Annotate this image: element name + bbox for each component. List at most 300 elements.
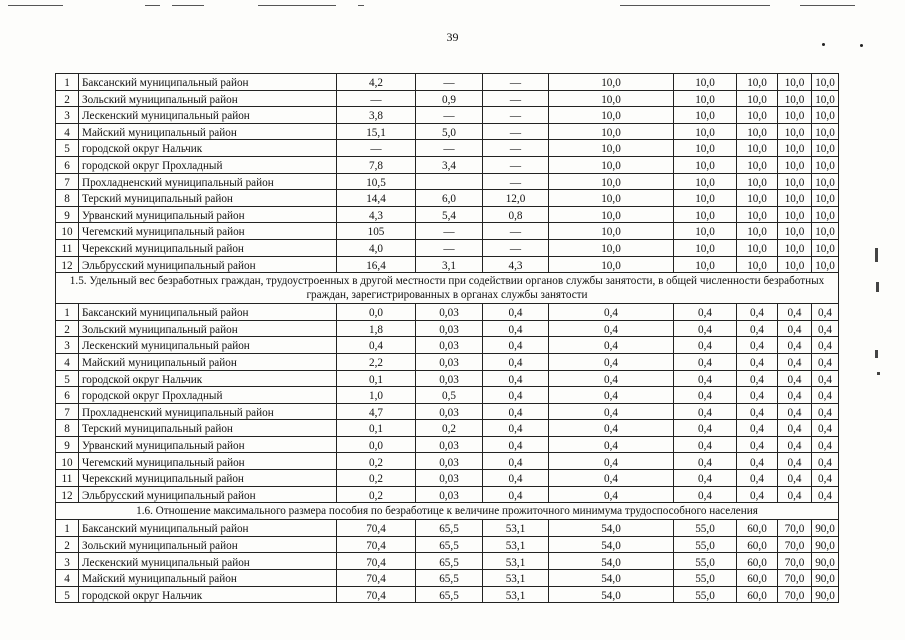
- municipality-name: Баксанский муниципальный район: [79, 304, 337, 321]
- value-cell: 16,4: [337, 256, 416, 273]
- value-cell: 0,4: [674, 453, 737, 470]
- table-row: [56, 470, 839, 487]
- value-cell: 0,4: [812, 353, 839, 370]
- value-cell: 10,0: [549, 140, 674, 157]
- table-row: [56, 436, 839, 453]
- municipality-name: Зольский муниципальный район: [79, 90, 337, 107]
- value-cell: 60,0: [737, 536, 778, 553]
- value-cell: 7,8: [337, 156, 416, 173]
- table-row: [56, 553, 839, 570]
- row-number: 12: [56, 256, 79, 273]
- value-cell: 10,0: [737, 173, 778, 190]
- value-cell: 0,2: [337, 486, 416, 503]
- value-cell: 54,0: [549, 553, 674, 570]
- value-cell: —: [416, 140, 483, 157]
- value-cell: 0,2: [337, 470, 416, 487]
- value-cell: 70,0: [778, 553, 812, 570]
- page-number: 39: [446, 30, 459, 44]
- value-cell: 10,0: [812, 206, 839, 223]
- value-cell: 0,4: [337, 337, 416, 354]
- value-cell: 60,0: [737, 553, 778, 570]
- municipality-name: Лескенский муниципальный район: [79, 553, 337, 570]
- table-row: [56, 337, 839, 354]
- value-cell: 10,0: [549, 239, 674, 256]
- table-row: [56, 123, 839, 140]
- value-cell: 0,4: [674, 436, 737, 453]
- row-number: 2: [56, 90, 79, 107]
- municipality-name: Зольский муниципальный район: [79, 536, 337, 553]
- value-cell: 10,0: [674, 239, 737, 256]
- value-cell: 10,0: [549, 156, 674, 173]
- value-cell: 10,0: [812, 74, 839, 91]
- value-cell: 0,4: [737, 353, 778, 370]
- value-cell: 10,0: [674, 123, 737, 140]
- value-cell: 0,03: [416, 304, 483, 321]
- value-cell: 0,4: [674, 370, 737, 387]
- value-cell: 0,4: [674, 337, 737, 354]
- table-row: [56, 107, 839, 124]
- value-cell: 0,4: [812, 486, 839, 503]
- value-cell: 0,4: [549, 453, 674, 470]
- value-cell: 10,0: [549, 256, 674, 273]
- value-cell: 0,03: [416, 436, 483, 453]
- value-cell: 0,9: [416, 90, 483, 107]
- value-cell: —: [483, 156, 549, 173]
- value-cell: 4,0: [337, 239, 416, 256]
- value-cell: 10,0: [737, 156, 778, 173]
- municipality-name: городской округ Нальчик: [79, 370, 337, 387]
- row-number: 8: [56, 190, 79, 207]
- value-cell: 0,4: [778, 387, 812, 404]
- value-cell: 10,0: [549, 190, 674, 207]
- value-cell: 10,0: [549, 107, 674, 124]
- value-cell: 0,4: [483, 370, 549, 387]
- value-cell: 10,0: [812, 173, 839, 190]
- value-cell: 10,0: [737, 256, 778, 273]
- value-cell: 90,0: [812, 586, 839, 603]
- value-cell: 0,4: [812, 304, 839, 321]
- value-cell: 10,0: [778, 140, 812, 157]
- municipality-name: городской округ Прохладный: [79, 387, 337, 404]
- table-row: [56, 90, 839, 107]
- value-cell: —: [483, 140, 549, 157]
- value-cell: 0,4: [674, 353, 737, 370]
- value-cell: 0,4: [737, 453, 778, 470]
- value-cell: 90,0: [812, 536, 839, 553]
- value-cell: 10,0: [737, 123, 778, 140]
- value-cell: 55,0: [674, 586, 737, 603]
- municipality-name: городской округ Прохладный: [79, 156, 337, 173]
- value-cell: 0,03: [416, 320, 483, 337]
- value-cell: 0,4: [549, 403, 674, 420]
- value-cell: 65,5: [416, 586, 483, 603]
- value-cell: 0,4: [674, 420, 737, 437]
- value-cell: 0,4: [812, 453, 839, 470]
- value-cell: 65,5: [416, 570, 483, 587]
- row-number: 8: [56, 420, 79, 437]
- value-cell: 0,4: [737, 304, 778, 321]
- value-cell: 0,4: [483, 403, 549, 420]
- margin-mark: [875, 248, 878, 262]
- value-cell: 6,0: [416, 190, 483, 207]
- value-cell: 10,0: [812, 107, 839, 124]
- value-cell: 4,3: [337, 206, 416, 223]
- row-number: 4: [56, 570, 79, 587]
- row-number: 7: [56, 173, 79, 190]
- value-cell: 0,03: [416, 337, 483, 354]
- value-cell: 0,4: [674, 403, 737, 420]
- value-cell: 10,0: [674, 190, 737, 207]
- scan-speck: [822, 43, 825, 46]
- table-row: [56, 536, 839, 553]
- municipality-name: Прохладненский муниципальный район: [79, 403, 337, 420]
- table-row: [56, 173, 839, 190]
- value-cell: 10,0: [674, 223, 737, 240]
- table-row: [56, 320, 839, 337]
- value-cell: 0,4: [778, 403, 812, 420]
- value-cell: 0,0: [337, 436, 416, 453]
- value-cell: 0,4: [778, 320, 812, 337]
- value-cell: —: [416, 223, 483, 240]
- value-cell: 0,4: [737, 337, 778, 354]
- value-cell: 54,0: [549, 570, 674, 587]
- value-cell: 60,0: [737, 570, 778, 587]
- table-row: [56, 74, 839, 91]
- value-cell: 55,0: [674, 570, 737, 587]
- value-cell: 70,4: [337, 586, 416, 603]
- value-cell: 1,0: [337, 387, 416, 404]
- value-cell: 0,1: [337, 370, 416, 387]
- value-cell: 53,1: [483, 570, 549, 587]
- row-number: 1: [56, 74, 79, 91]
- value-cell: 0,4: [483, 304, 549, 321]
- municipality-name: Терский муниципальный район: [79, 420, 337, 437]
- value-cell: 0,4: [812, 470, 839, 487]
- value-cell: 0,4: [549, 304, 674, 321]
- value-cell: 55,0: [674, 536, 737, 553]
- value-cell: —: [483, 223, 549, 240]
- municipality-name: городской округ Нальчик: [79, 586, 337, 603]
- value-cell: 10,0: [549, 90, 674, 107]
- value-cell: 53,1: [483, 520, 549, 537]
- value-cell: 10,0: [549, 173, 674, 190]
- section-heading-row: [56, 273, 839, 304]
- value-cell: 10,0: [737, 190, 778, 207]
- value-cell: 0,4: [483, 320, 549, 337]
- value-cell: 0,4: [778, 470, 812, 487]
- value-cell: 0,4: [483, 470, 549, 487]
- value-cell: 0,4: [674, 387, 737, 404]
- value-cell: 0,03: [416, 470, 483, 487]
- row-number: 2: [56, 536, 79, 553]
- value-cell: 10,0: [549, 123, 674, 140]
- table-row: [56, 353, 839, 370]
- table-row: [56, 403, 839, 420]
- table-row: [56, 140, 839, 157]
- value-cell: 10,0: [674, 156, 737, 173]
- row-number: 3: [56, 337, 79, 354]
- value-cell: 70,0: [778, 536, 812, 553]
- municipality-name: Терский муниципальный район: [79, 190, 337, 207]
- value-cell: —: [483, 107, 549, 124]
- table-row: [56, 387, 839, 404]
- value-cell: 10,0: [549, 223, 674, 240]
- value-cell: 0,4: [483, 387, 549, 404]
- value-cell: 0,4: [549, 470, 674, 487]
- scan-speck: [860, 44, 863, 47]
- value-cell: 0,03: [416, 353, 483, 370]
- value-cell: 3,8: [337, 107, 416, 124]
- value-cell: 0,8: [483, 206, 549, 223]
- value-cell: 10,0: [812, 123, 839, 140]
- value-cell: 0,03: [416, 403, 483, 420]
- value-cell: 0,4: [483, 420, 549, 437]
- value-cell: 53,1: [483, 553, 549, 570]
- value-cell: 0,4: [549, 486, 674, 503]
- municipality-name: городской округ Нальчик: [79, 140, 337, 157]
- value-cell: 0,4: [549, 337, 674, 354]
- row-number: 10: [56, 453, 79, 470]
- value-cell: 70,0: [778, 520, 812, 537]
- row-number: 9: [56, 206, 79, 223]
- municipality-name: Лескенский муниципальный район: [79, 107, 337, 124]
- row-number: 7: [56, 403, 79, 420]
- value-cell: 54,0: [549, 520, 674, 537]
- value-cell: 0,4: [737, 486, 778, 503]
- value-cell: 60,0: [737, 586, 778, 603]
- value-cell: 10,0: [737, 239, 778, 256]
- value-cell: 70,0: [778, 586, 812, 603]
- value-cell: 0,4: [549, 370, 674, 387]
- municipality-name: Майский муниципальный район: [79, 570, 337, 587]
- value-cell: 0,4: [737, 436, 778, 453]
- value-cell: 55,0: [674, 553, 737, 570]
- municipality-name: Чегемский муниципальный район: [79, 223, 337, 240]
- value-cell: 54,0: [549, 586, 674, 603]
- table-row: [56, 586, 839, 603]
- municipality-name: Урванский муниципальный район: [79, 436, 337, 453]
- value-cell: 0,4: [812, 337, 839, 354]
- row-number: 11: [56, 470, 79, 487]
- value-cell: —: [483, 90, 549, 107]
- row-number: 5: [56, 140, 79, 157]
- indicator-table: [55, 73, 839, 603]
- value-cell: 10,0: [674, 256, 737, 273]
- value-cell: 10,0: [778, 239, 812, 256]
- row-number: 3: [56, 107, 79, 124]
- value-cell: 0,4: [737, 470, 778, 487]
- value-cell: 0,4: [483, 436, 549, 453]
- table-row: [56, 256, 839, 273]
- value-cell: 0,4: [737, 420, 778, 437]
- value-cell: 65,5: [416, 520, 483, 537]
- section-heading-row: [56, 503, 839, 520]
- table-row: [56, 486, 839, 503]
- value-cell: 65,5: [416, 536, 483, 553]
- table-row: [56, 370, 839, 387]
- value-cell: 53,1: [483, 586, 549, 603]
- value-cell: 10,0: [778, 223, 812, 240]
- margin-mark: [875, 350, 878, 358]
- value-cell: 10,0: [737, 107, 778, 124]
- value-cell: 0,4: [483, 353, 549, 370]
- scan-header-artifacts: [0, 0, 905, 12]
- row-number: 4: [56, 353, 79, 370]
- row-number: 12: [56, 486, 79, 503]
- value-cell: 10,0: [778, 190, 812, 207]
- value-cell: 70,4: [337, 536, 416, 553]
- value-cell: 10,0: [737, 74, 778, 91]
- value-cell: 70,4: [337, 520, 416, 537]
- value-cell: 0,4: [778, 370, 812, 387]
- value-cell: 10,0: [778, 206, 812, 223]
- row-number: 4: [56, 123, 79, 140]
- value-cell: 10,0: [778, 90, 812, 107]
- value-cell: 10,0: [778, 123, 812, 140]
- municipality-name: Майский муниципальный район: [79, 123, 337, 140]
- row-number: 5: [56, 586, 79, 603]
- table-row: [56, 570, 839, 587]
- value-cell: 10,0: [778, 107, 812, 124]
- value-cell: 0,4: [674, 320, 737, 337]
- value-cell: —: [483, 239, 549, 256]
- value-cell: 3,1: [416, 256, 483, 273]
- table-row: [56, 520, 839, 537]
- table-row: [56, 206, 839, 223]
- margin-mark: [876, 282, 879, 292]
- value-cell: 0,4: [483, 486, 549, 503]
- value-cell: 10,0: [812, 140, 839, 157]
- value-cell: 10,0: [737, 140, 778, 157]
- value-cell: 55,0: [674, 520, 737, 537]
- value-cell: 10,0: [778, 173, 812, 190]
- value-cell: 0,4: [674, 304, 737, 321]
- value-cell: 12,0: [483, 190, 549, 207]
- value-cell: —: [416, 239, 483, 256]
- value-cell: 0,2: [337, 453, 416, 470]
- section-heading: 1.5. Удельный вес безработных граждан, трудоустроенных в другой местности при содействии органов службы занятости, в общей численности безработных граждан, зарегистрированных в органах службы занятости: [56, 273, 839, 304]
- value-cell: 10,0: [778, 256, 812, 273]
- value-cell: 54,0: [549, 536, 674, 553]
- value-cell: 0,03: [416, 486, 483, 503]
- value-cell: —: [337, 90, 416, 107]
- value-cell: 0,4: [549, 387, 674, 404]
- value-cell: 90,0: [812, 553, 839, 570]
- municipality-name: Майский муниципальный район: [79, 353, 337, 370]
- margin-mark: [877, 372, 880, 375]
- value-cell: 10,0: [674, 74, 737, 91]
- municipality-name: Лескенский муниципальный район: [79, 337, 337, 354]
- value-cell: 0,4: [737, 320, 778, 337]
- table-row: [56, 239, 839, 256]
- value-cell: 0,5: [416, 387, 483, 404]
- value-cell: 70,0: [778, 570, 812, 587]
- value-cell: 0,4: [483, 337, 549, 354]
- table-row: [56, 190, 839, 207]
- table-row: [56, 156, 839, 173]
- value-cell: 10,0: [674, 173, 737, 190]
- value-cell: 2,2: [337, 353, 416, 370]
- value-cell: 105: [337, 223, 416, 240]
- table-row: [56, 304, 839, 321]
- value-cell: 0,03: [416, 453, 483, 470]
- value-cell: 0,4: [737, 403, 778, 420]
- row-number: 3: [56, 553, 79, 570]
- section-heading: 1.6. Отношение максимального размера пособия по безработице к величине прожиточного минимума трудоспособного населения: [56, 503, 839, 520]
- value-cell: 10,0: [549, 206, 674, 223]
- value-cell: 10,0: [778, 156, 812, 173]
- value-cell: 0,4: [812, 436, 839, 453]
- municipality-name: Эльбрусский муниципальный район: [79, 256, 337, 273]
- value-cell: 4,7: [337, 403, 416, 420]
- value-cell: —: [416, 74, 483, 91]
- value-cell: 10,0: [812, 90, 839, 107]
- value-cell: 0,4: [778, 337, 812, 354]
- table-row: [56, 420, 839, 437]
- row-number: 2: [56, 320, 79, 337]
- value-cell: 0,4: [674, 470, 737, 487]
- value-cell: 10,0: [812, 223, 839, 240]
- value-cell: 0,4: [549, 436, 674, 453]
- municipality-name: Черекский муниципальный район: [79, 470, 337, 487]
- value-cell: 3,4: [416, 156, 483, 173]
- value-cell: 10,0: [737, 206, 778, 223]
- municipality-name: Черекский муниципальный район: [79, 239, 337, 256]
- value-cell: 0,4: [812, 320, 839, 337]
- table-row: [56, 223, 839, 240]
- value-cell: 0,2: [416, 420, 483, 437]
- municipality-name: Прохладненский муниципальный район: [79, 173, 337, 190]
- table-body: [56, 74, 839, 603]
- table-row: [56, 453, 839, 470]
- municipality-name: Урванский муниципальный район: [79, 206, 337, 223]
- value-cell: 0,1: [337, 420, 416, 437]
- value-cell: 0,4: [778, 436, 812, 453]
- value-cell: 0,4: [778, 304, 812, 321]
- value-cell: 14,4: [337, 190, 416, 207]
- value-cell: 90,0: [812, 520, 839, 537]
- value-cell: 0,4: [483, 453, 549, 470]
- row-number: 1: [56, 304, 79, 321]
- value-cell: —: [337, 140, 416, 157]
- row-number: 10: [56, 223, 79, 240]
- value-cell: 10,0: [674, 140, 737, 157]
- value-cell: 10,0: [674, 90, 737, 107]
- value-cell: —: [416, 107, 483, 124]
- value-cell: 90,0: [812, 570, 839, 587]
- value-cell: [416, 173, 483, 190]
- municipality-name: Баксанский муниципальный район: [79, 74, 337, 91]
- value-cell: —: [483, 74, 549, 91]
- value-cell: 10,0: [549, 74, 674, 91]
- value-cell: 60,0: [737, 520, 778, 537]
- value-cell: 4,3: [483, 256, 549, 273]
- value-cell: 70,4: [337, 553, 416, 570]
- value-cell: 0,4: [737, 387, 778, 404]
- value-cell: 5,4: [416, 206, 483, 223]
- row-number: 6: [56, 156, 79, 173]
- value-cell: 15,1: [337, 123, 416, 140]
- value-cell: 10,0: [674, 107, 737, 124]
- row-number: 1: [56, 520, 79, 537]
- value-cell: 1,8: [337, 320, 416, 337]
- value-cell: 65,5: [416, 553, 483, 570]
- value-cell: 10,0: [812, 156, 839, 173]
- value-cell: 70,4: [337, 570, 416, 587]
- value-cell: —: [483, 173, 549, 190]
- value-cell: 10,0: [812, 190, 839, 207]
- value-cell: 10,0: [812, 256, 839, 273]
